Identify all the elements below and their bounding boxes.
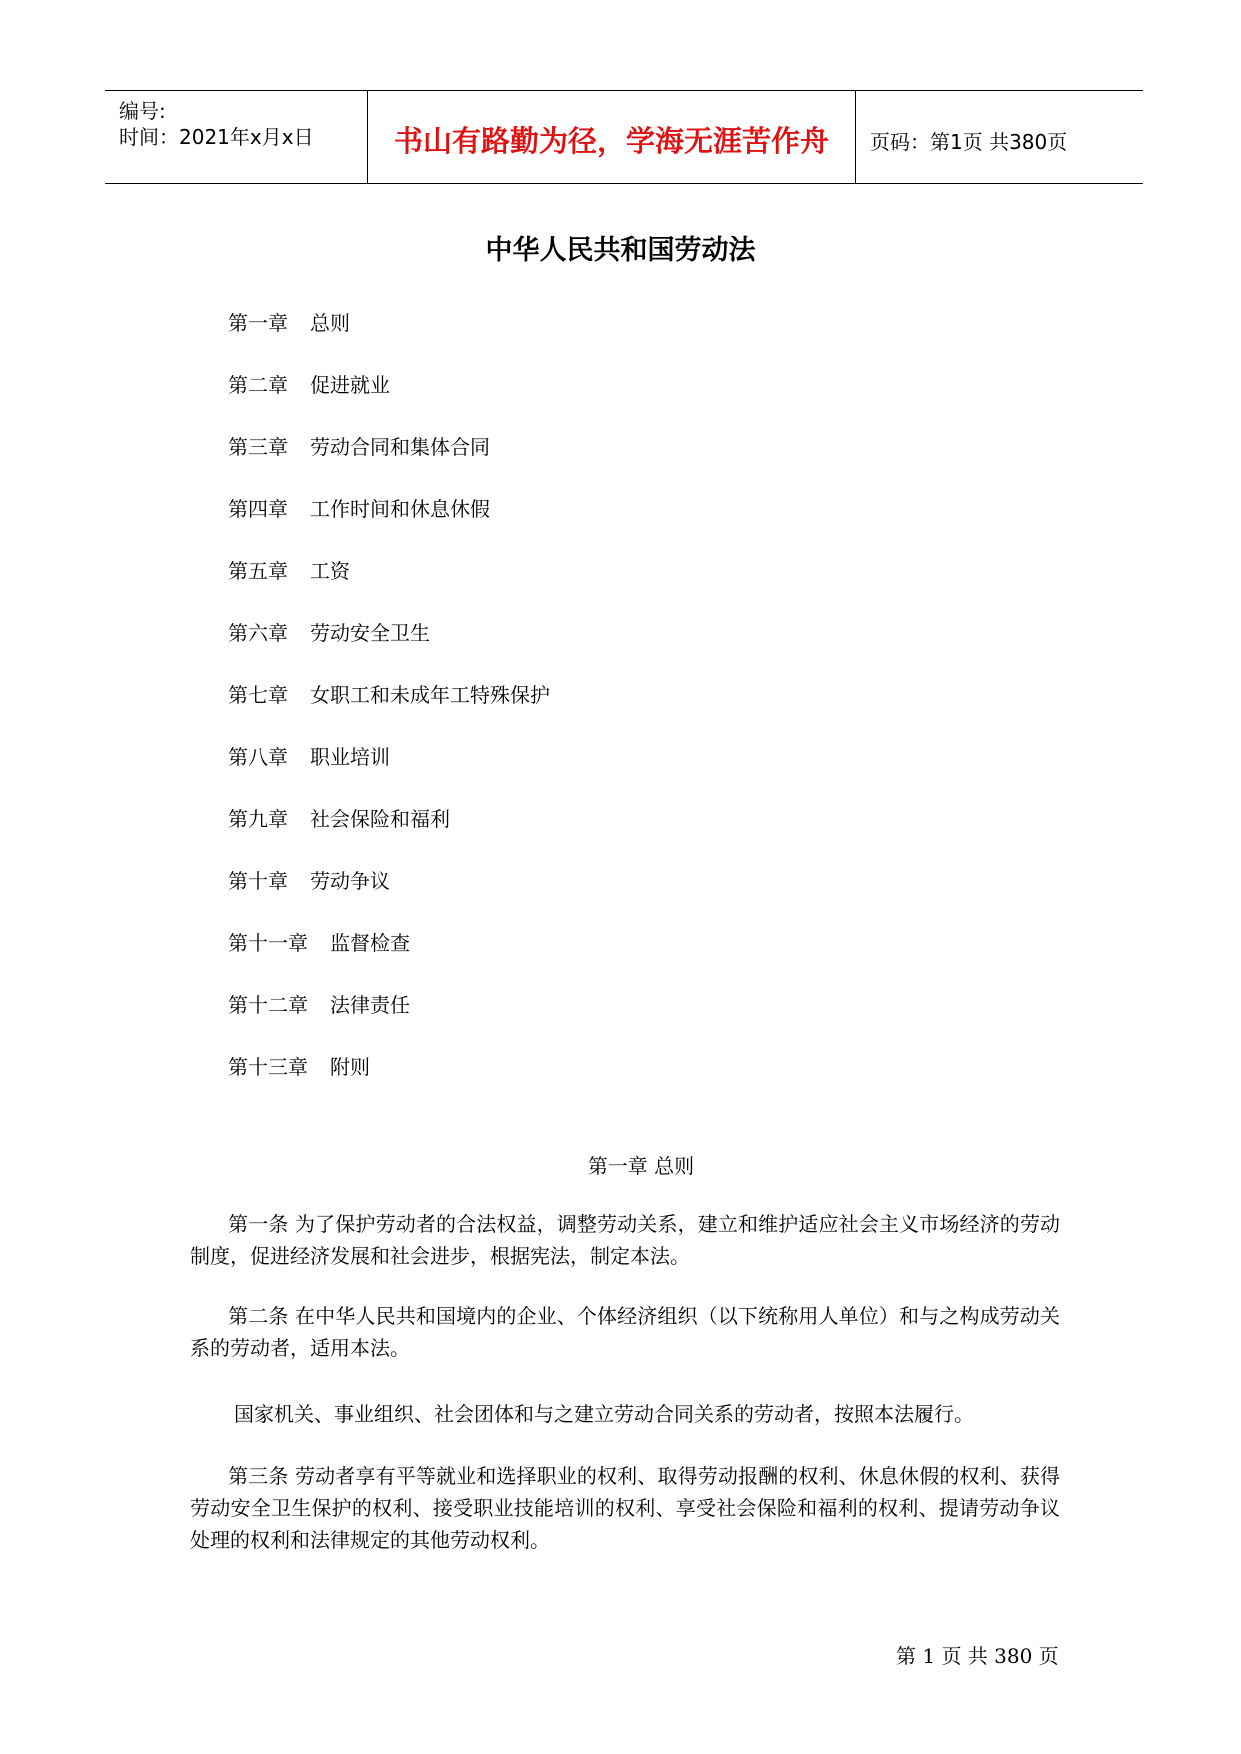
article-text: 第三条 劳动者享有平等就业和选择职业的权利、取得劳动报酬的权利、休息休假的权利、获得劳动安全卫生保护的权利、接受职业技能培训的权利、享受社会保险和福利的权利、提请劳动争议处理的权利和法律规定的其他劳动权利。: [190, 1464, 1060, 1552]
document-header: [105, 90, 1143, 184]
toc-chapter-name: 监督检查: [330, 931, 410, 955]
toc-item: [228, 989, 550, 1051]
time-label: 时间：2021年x月x日: [119, 125, 314, 149]
header-motto-cell: [368, 91, 856, 183]
toc-item: [228, 865, 550, 927]
header-meta-cell: [105, 91, 368, 183]
article-paragraph: [190, 1208, 1060, 1272]
toc-item: [228, 369, 550, 431]
toc-chapter-name: 工作时间和休息休假: [310, 497, 490, 521]
article-text: 第一条 为了保护劳动者的合法权益，调整劳动关系，建立和维护适应社会主义市场经济的劳动制度，促进经济发展和社会进步，根据宪法，制定本法。: [190, 1212, 1060, 1268]
toc-chapter-name: 社会保险和福利: [310, 807, 450, 831]
toc-chapter-number: 第十一章: [228, 931, 308, 955]
toc-item: [228, 493, 550, 555]
toc-chapter-name: 劳动安全卫生: [310, 621, 430, 645]
article-paragraph: [190, 1398, 1060, 1430]
toc-chapter-number: 第十章: [228, 869, 288, 893]
table-of-contents: [228, 307, 550, 1113]
page-footer: 第 1 页 共 380 页: [896, 1644, 1059, 1668]
toc-chapter-name: 法律责任: [330, 993, 410, 1017]
toc-item: [228, 741, 550, 803]
section-heading: 第一章 总则: [587, 1154, 695, 1178]
article-paragraph: [190, 1460, 1060, 1556]
header-page-cell: [856, 91, 1143, 183]
toc-chapter-number: 第五章: [228, 559, 288, 583]
toc-item: [228, 431, 550, 493]
toc-chapter-number: 第六章: [228, 621, 288, 645]
article-text: 第二条 在中华人民共和国境内的企业、个体经济组织（以下统称用人单位）和与之构成劳动关系的劳动者，适用本法。: [190, 1304, 1060, 1360]
toc-chapter-name: 促进就业: [310, 373, 390, 397]
serial-label: 编号:: [119, 99, 166, 123]
toc-chapter-number: 第九章: [228, 807, 288, 831]
toc-item: [228, 927, 550, 989]
toc-chapter-number: 第十二章: [228, 993, 308, 1017]
toc-item: [228, 617, 550, 679]
toc-chapter-number: 第十三章: [228, 1055, 308, 1079]
toc-item: [228, 803, 550, 865]
toc-item: [228, 307, 550, 369]
document-title: 中华人民共和国劳动法: [485, 235, 756, 266]
motto-text: 书山有路勤为径，学海无涯苦作舟: [393, 124, 829, 158]
toc-chapter-number: 第一章: [228, 311, 288, 335]
toc-chapter-name: 劳动合同和集体合同: [310, 435, 490, 459]
toc-chapter-name: 工资: [310, 559, 350, 583]
page-code: 页码：第1页 共380页: [870, 130, 1068, 154]
article-text: 国家机关、事业组织、社会团体和与之建立劳动合同关系的劳动者，按照本法履行。: [234, 1402, 974, 1426]
toc-chapter-name: 职业培训: [310, 745, 390, 769]
toc-chapter-number: 第二章: [228, 373, 288, 397]
toc-chapter-number: 第八章: [228, 745, 288, 769]
article-paragraph: [190, 1300, 1060, 1364]
toc-item: [228, 1051, 550, 1113]
toc-chapter-name: 女职工和未成年工特殊保护: [310, 683, 550, 707]
toc-chapter-name: 总则: [310, 311, 350, 335]
toc-item: [228, 555, 550, 617]
toc-item: [228, 679, 550, 741]
toc-chapter-number: 第四章: [228, 497, 288, 521]
toc-chapter-name: 劳动争议: [310, 869, 390, 893]
toc-chapter-number: 第七章: [228, 683, 288, 707]
toc-chapter-number: 第三章: [228, 435, 288, 459]
toc-chapter-name: 附则: [330, 1055, 370, 1079]
